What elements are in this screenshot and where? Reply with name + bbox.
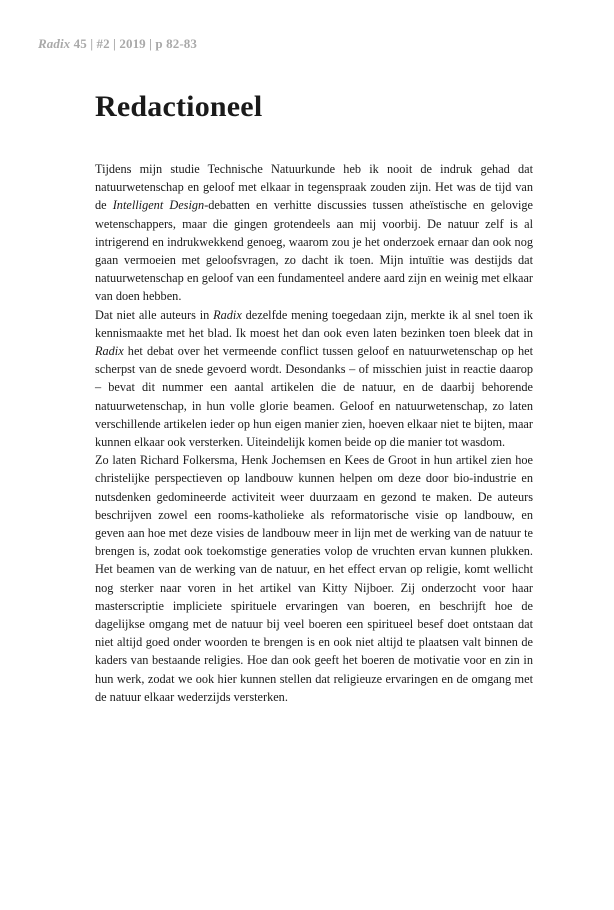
article-body xyxy=(95,160,533,706)
italic-term: Radix xyxy=(95,344,124,359)
paragraph-3 xyxy=(95,451,533,706)
text-segment: dezelfde mening toegedaan zijn, merkte ik al snel toen ik kennismaakte met het blad. Ik moest het dan ook even laten bezinken toen bleek dat in xyxy=(95,307,534,340)
text-segment: -debatten en verhitte discussies tussen atheïstische en gelovige wetenschappers, maar die gingen grotendeels aan mij voorbij. De natuur zelf is al intrigerend en indrukwekkend genoeg, waarom zou je het onderzoek ernaar dan ook nog gaan vermoeien met geloofsvragen, zo dacht ik toen. Mijn intuïtie was destijds dat natuurwetenschap en geloof van een fundamenteel andere aard zijn en weinig met elkaar van doen hebben. xyxy=(95,198,533,304)
text-segment: Zo laten Richard Folkersma, Henk Jochemsen en Kees de Groot in hun artikel zien hoe christelijke perspectieven op landbouw kunnen helpen om deze door bio-industrie en nutsdenken gedomineerde activiteit weer duurzaam en gezond te maken. De auteurs beschrijven zowel een rooms-katholieke als reformatorische visie op landbouw, en geven aan hoe met deze visies de landbouw meer in lijn met de werking van de natuur te brengen is, zodat ook toekomstige generaties volop de vruchten ervan kunnen plukken. Het beamen van de werking van de natuur, en het effect ervan op religie, komt wellicht nog sterker naar voren in het artikel van Kitty Nijboer. Zij onderzocht voor haar masterscriptie impliciete spirituele ervaringen van boeren, en beschrijft hoe de dagelijkse omgang met de natuur bij veel boeren een spiritueel besef doet ontstaan dat niet altijd goed onder woorden te brengen is en ook niet altijd te plaatsen valt binnen de kaders van bestaande religies. Hoe dan ook geeft het boeren de motivatie voor en zin in hun werk, zodat we ook hier kunnen stellen dat religieuze ervaringen en de omgang met de natuur elkaar wederzijds versterken. xyxy=(95,453,533,704)
paragraph-2 xyxy=(95,306,533,452)
text-segment: Tijdens mijn studie Technische Natuurkunde heb ik nooit de indruk gehad dat natuurwetenschap en geloof met elkaar in tegenspraak zouden zijn. Het was de tijd van de xyxy=(95,162,533,213)
running-header xyxy=(38,36,197,52)
italic-term: Radix xyxy=(213,307,242,322)
paragraph-1 xyxy=(95,160,533,306)
italic-term: Intelligent Design xyxy=(112,198,205,213)
text-segment: Dat niet alle auteurs in xyxy=(95,307,214,322)
page-title: Redactioneel xyxy=(95,90,263,123)
journal-name: Radix xyxy=(38,36,71,51)
issue-details: 45 | #2 | 2019 | p 82-83 xyxy=(70,36,197,51)
text-segment: het debat over het vermeende conflict tussen geloof en natuurwetenschap op het scherpst van de snede gevoerd wordt. Desondanks – of misschien juist in reactie daarop – bevat dit nummer een aantal artikelen die de natuur, en de daarbij behorende natuurwetenschap, in hun volle glorie beamen. Geloof en natuurwetenschap, zo laten verschillende artikelen ieder op hun eigen manier zien, hoeven elkaar niet te bijten, maar kunnen elkaar ook versterken. Uiteindelijk komen beide op die manier tot wasdom. xyxy=(95,344,533,450)
